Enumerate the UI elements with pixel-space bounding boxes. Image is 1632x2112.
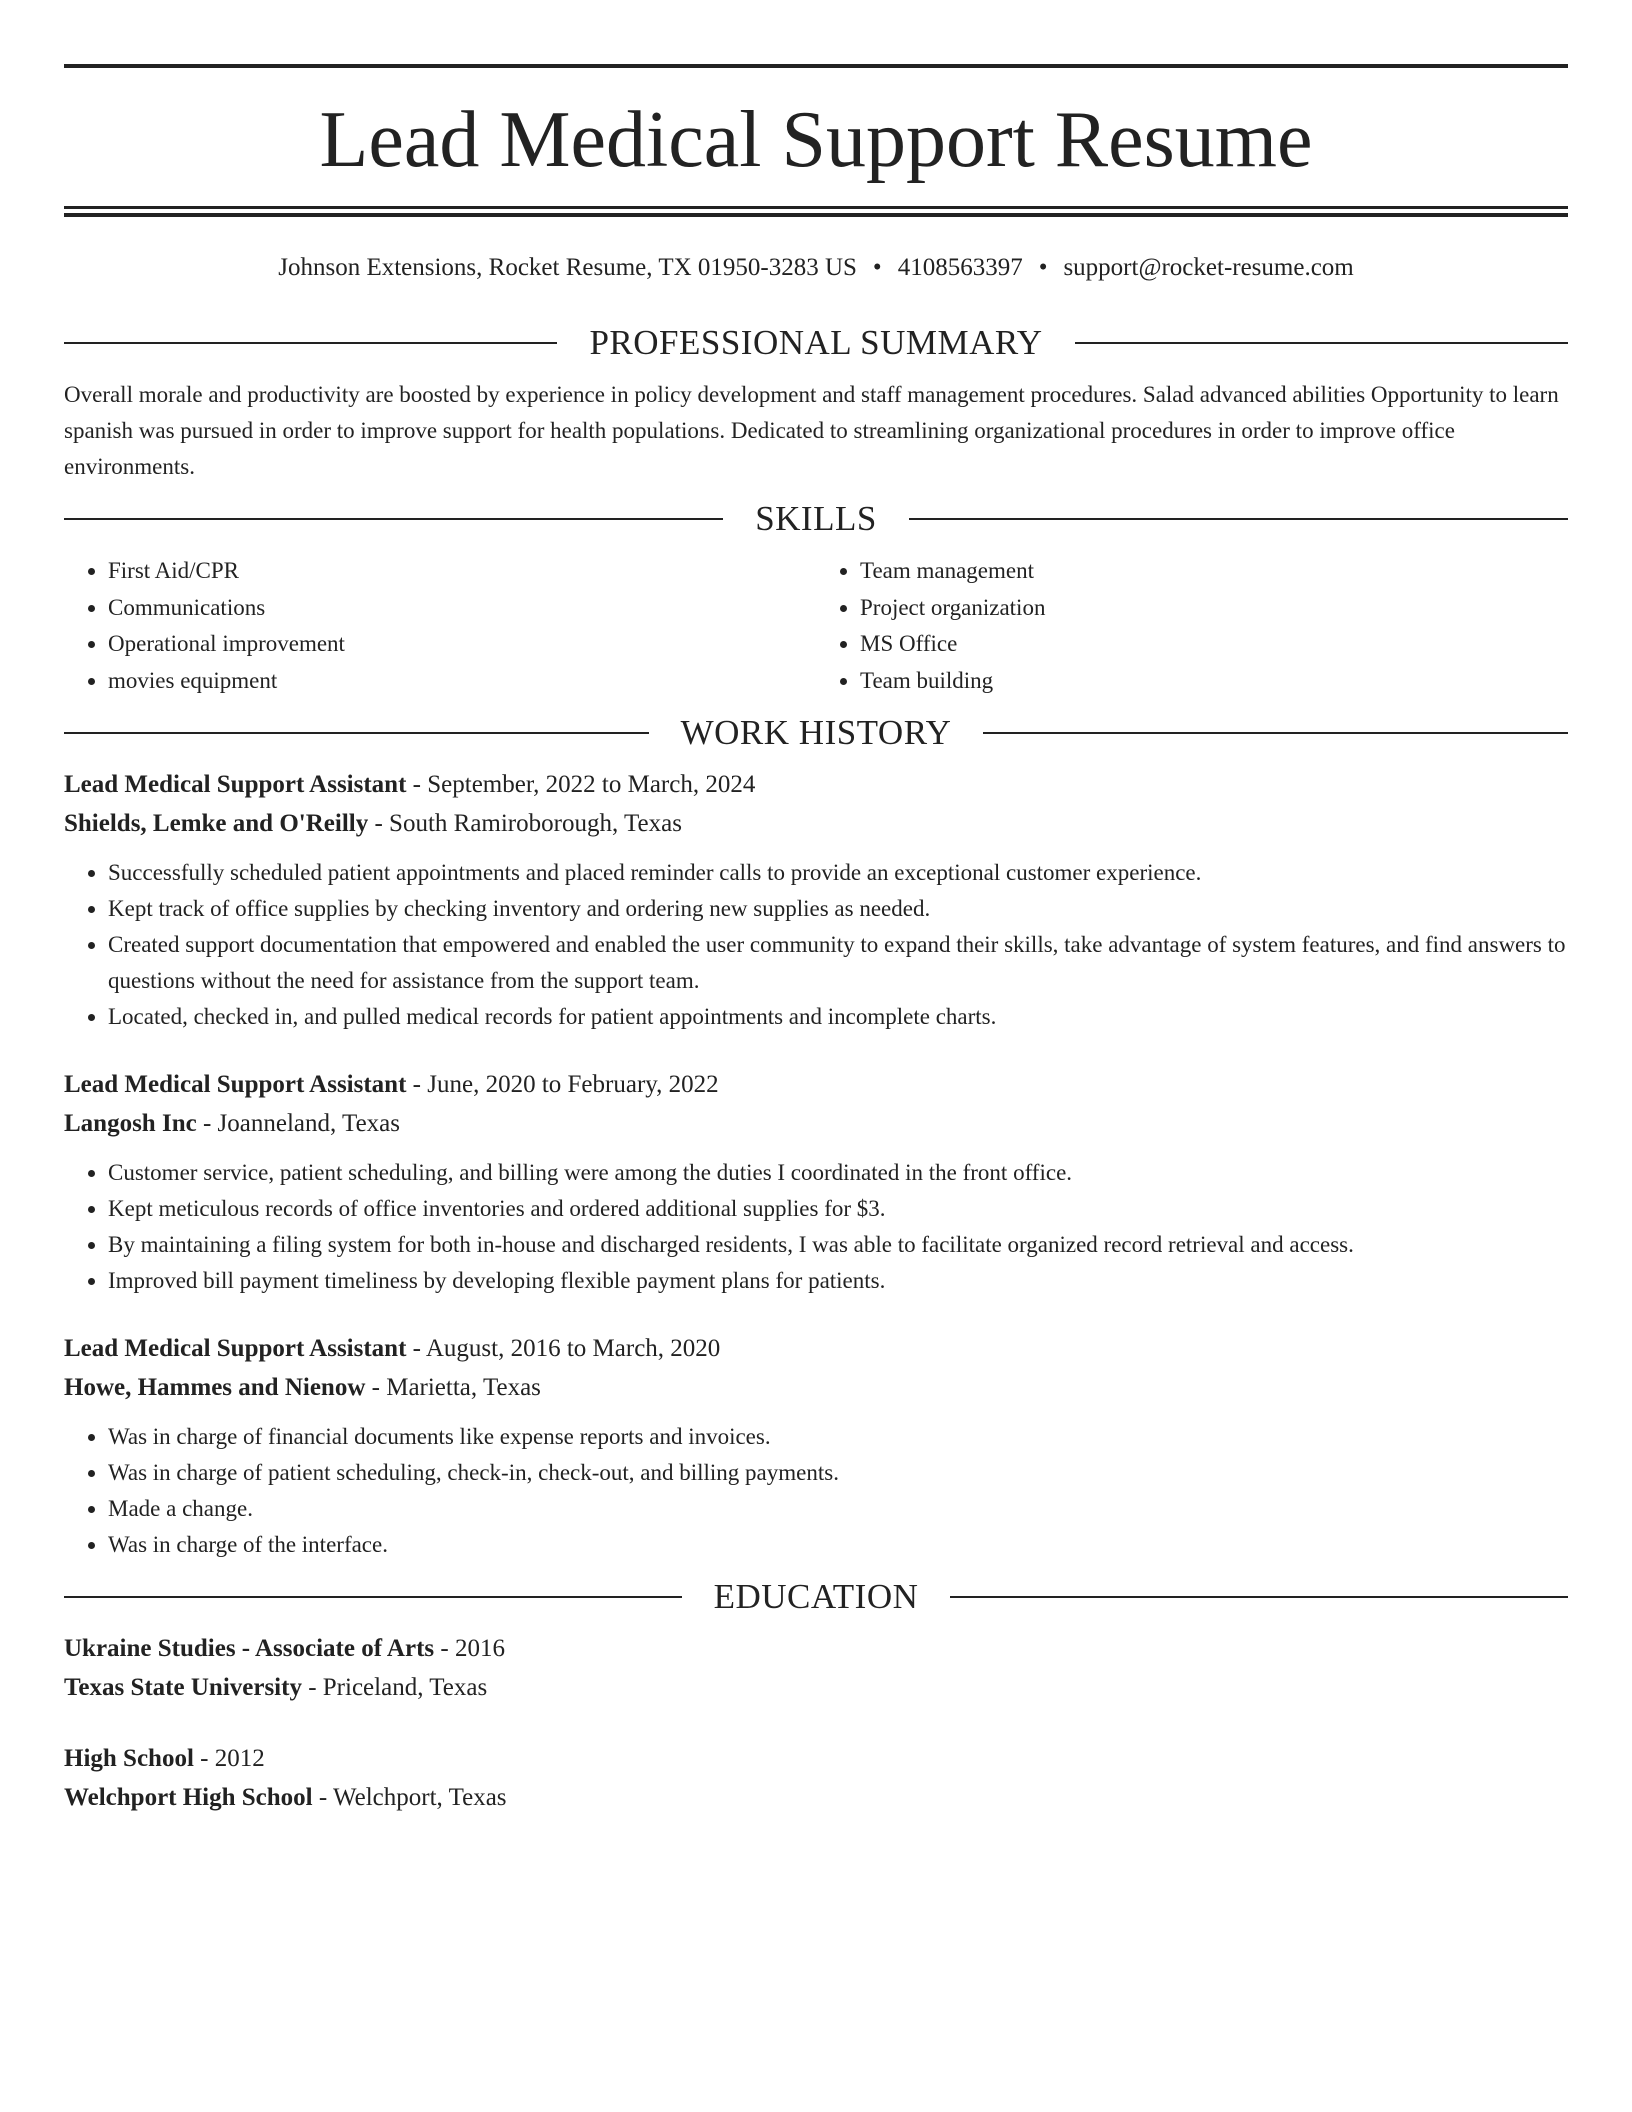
job-title: Lead Medical Support Assistant bbox=[64, 1071, 407, 1098]
title-double-rule bbox=[64, 206, 1568, 217]
resume-title: Lead Medical Support Resume bbox=[319, 96, 1313, 184]
skill-item: • Operational improvement bbox=[108, 626, 816, 663]
job-dates: - August, 2016 to March, 2020 bbox=[406, 1335, 721, 1362]
education-heading bbox=[64, 1577, 1568, 1617]
contact-separator: • bbox=[1038, 254, 1048, 281]
job-company-line bbox=[64, 804, 1568, 843]
contact-line bbox=[64, 253, 1568, 283]
job-company-line bbox=[64, 1104, 1568, 1143]
education-degree: High School bbox=[64, 1745, 194, 1772]
education-heading-label: EDUCATION bbox=[713, 1577, 919, 1616]
contact-address: Johnson Extensions, Rocket Resume, TX 01950-3283 US bbox=[278, 254, 857, 281]
job-company: Shields, Lemke and O'Reilly bbox=[64, 810, 369, 837]
heading-rule bbox=[64, 518, 723, 520]
skill-item: • MS Office bbox=[860, 626, 1568, 663]
job-bullet: • Customer service, patient scheduling, and billing were among the duties I coordinated in the front office. bbox=[108, 1155, 1568, 1191]
job-bullets bbox=[64, 1155, 1568, 1299]
job-dates: - June, 2020 to February, 2022 bbox=[406, 1071, 719, 1098]
work-heading bbox=[64, 713, 1568, 753]
job-bullet: • Was in charge of patient scheduling, check-in, check-out, and billing payments. bbox=[108, 1455, 1568, 1491]
summary-heading bbox=[64, 323, 1568, 363]
education-year: - 2016 bbox=[434, 1635, 505, 1662]
job-bullet: • Was in charge of the interface. bbox=[108, 1527, 1568, 1563]
skill-item: • movies equipment bbox=[108, 663, 816, 700]
education-school-line bbox=[64, 1668, 1568, 1707]
education-degree: Ukraine Studies - Associate of Arts bbox=[64, 1635, 435, 1662]
skills-list bbox=[64, 553, 1568, 699]
skill-item: • First Aid/CPR bbox=[108, 553, 816, 590]
job-company: Langosh Inc bbox=[64, 1110, 197, 1137]
job-title-line bbox=[64, 1065, 1568, 1104]
job-title-line bbox=[64, 1329, 1568, 1368]
heading-rule bbox=[64, 1596, 682, 1598]
contact-email: support@rocket-resume.com bbox=[1063, 254, 1354, 281]
job-title: Lead Medical Support Assistant bbox=[64, 771, 407, 798]
heading-rule bbox=[64, 342, 557, 344]
job-company: Howe, Hammes and Nienow bbox=[64, 1374, 366, 1401]
work-heading-label: WORK HISTORY bbox=[680, 713, 952, 752]
job-location: - Marietta, Texas bbox=[365, 1374, 541, 1401]
job-entry bbox=[64, 765, 1568, 1035]
education-entry bbox=[64, 1739, 1568, 1817]
skill-item: • Communications bbox=[108, 590, 816, 627]
job-bullet: • Created support documentation that empowered and enabled the user community to expand their skills, take advantage of system features, and find answers to questions without the need for assistance from the support team. bbox=[108, 927, 1568, 999]
job-entry bbox=[64, 1329, 1568, 1563]
skills-heading-label: SKILLS bbox=[755, 499, 877, 538]
skills-heading bbox=[64, 499, 1568, 539]
contact-separator: • bbox=[872, 254, 882, 281]
contact-phone: 4108563397 bbox=[897, 254, 1023, 281]
education-entry bbox=[64, 1629, 1568, 1707]
education-school: Welchport High School bbox=[64, 1784, 313, 1811]
job-location: - Joanneland, Texas bbox=[196, 1110, 400, 1137]
skills-column-left bbox=[64, 553, 816, 699]
summary-heading-label: PROFESSIONAL SUMMARY bbox=[589, 323, 1043, 362]
job-bullet: • Was in charge of financial documents like expense reports and invoices. bbox=[108, 1419, 1568, 1455]
job-bullets bbox=[64, 1419, 1568, 1563]
job-bullet: • Improved bill payment timeliness by developing flexible payment plans for patients. bbox=[108, 1263, 1568, 1299]
job-dates: - September, 2022 to March, 2024 bbox=[406, 771, 756, 798]
education-school: Texas State University bbox=[64, 1674, 302, 1701]
education-location: - Welchport, Texas bbox=[312, 1784, 507, 1811]
heading-rule bbox=[64, 732, 649, 734]
job-bullet: • Kept meticulous records of office inventories and ordered additional supplies for $3. bbox=[108, 1191, 1568, 1227]
education-degree-line bbox=[64, 1629, 1568, 1668]
job-bullet: • By maintaining a filing system for both in-house and discharged residents, I was able to facilitate organized record retrieval and access. bbox=[108, 1227, 1568, 1263]
heading-rule bbox=[1075, 342, 1568, 344]
skill-item: • Project organization bbox=[860, 590, 1568, 627]
education-school-line bbox=[64, 1778, 1568, 1817]
heading-rule bbox=[983, 732, 1568, 734]
skill-item: • Team building bbox=[860, 663, 1568, 700]
job-bullet: • Located, checked in, and pulled medical records for patient appointments and incomplete charts. bbox=[108, 999, 1568, 1035]
education-year: - 2012 bbox=[193, 1745, 265, 1772]
job-title: Lead Medical Support Assistant bbox=[64, 1335, 407, 1362]
heading-rule bbox=[909, 518, 1568, 520]
job-bullet: • Made a change. bbox=[108, 1491, 1568, 1527]
job-company-line bbox=[64, 1368, 1568, 1407]
education-degree-line bbox=[64, 1739, 1568, 1778]
skills-column-right bbox=[816, 553, 1568, 699]
job-entry bbox=[64, 1065, 1568, 1299]
job-bullet: • Successfully scheduled patient appointments and placed reminder calls to provide an exceptional customer experience. bbox=[108, 855, 1568, 891]
education-location: - Priceland, Texas bbox=[301, 1674, 488, 1701]
job-bullets bbox=[64, 855, 1568, 1035]
skill-item: • Team management bbox=[860, 553, 1568, 590]
summary-text: Overall morale and productivity are boosted by experience in policy development and staff management procedures. Salad advanced abilities Opportunity to learn spanish was pursued in order to improve support for health populations. Dedicated to streamlining organizational procedures in order to improve office environments. bbox=[64, 382, 1559, 479]
job-bullet: • Kept track of office supplies by checking inventory and ordering new supplies as needed. bbox=[108, 891, 1568, 927]
job-location: - South Ramiroborough, Texas bbox=[368, 810, 682, 837]
heading-rule bbox=[950, 1596, 1568, 1598]
job-title-line bbox=[64, 765, 1568, 804]
